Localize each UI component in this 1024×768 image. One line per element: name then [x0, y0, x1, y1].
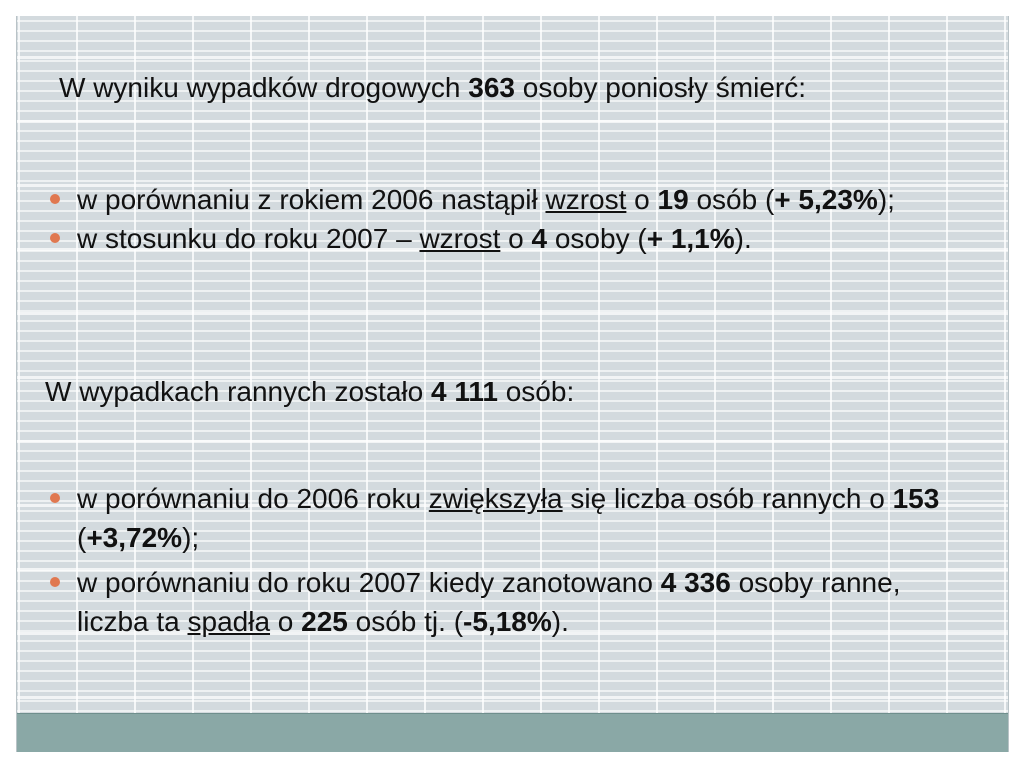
increase-label: wzrost — [419, 223, 501, 254]
injured-heading-text: W wypadkach rannych zostało — [45, 376, 431, 407]
injured-heading — [45, 372, 574, 411]
bullet-icon — [50, 233, 60, 243]
change-percent: + 1,1% — [646, 223, 735, 254]
increase-label: wzrost — [545, 184, 627, 215]
change-count: 153 — [892, 483, 940, 514]
list-item: w porównaniu do roku 2007 kiedy zanotowano 4 336 osoby ranne, liczba ta spadła o 225 osób tj. (-5,18%). — [45, 563, 975, 641]
deaths-heading-text: W wyniku wypadków drogowych — [59, 72, 469, 103]
list-item: w porównaniu z rokiem 2006 nastąpił wzrost o 19 osób (+ 5,23%); — [45, 180, 975, 219]
injured-count: 4 111 — [430, 376, 498, 407]
increased-label: zwiększyła — [428, 483, 563, 514]
change-count: 225 — [301, 606, 348, 637]
slide — [16, 16, 1009, 752]
deaths-comparison-list — [45, 180, 975, 258]
change-percent: + 5,23% — [774, 184, 878, 215]
decreased-label: spadła — [187, 606, 271, 637]
footer-band — [17, 713, 1008, 752]
bullet-icon — [50, 493, 60, 503]
change-percent: +3,72% — [86, 522, 183, 553]
injured-comparison-list — [45, 479, 975, 641]
deaths-heading-suffix: osoby poniosły śmierć: — [515, 72, 807, 103]
injured-heading-suffix: osób: — [497, 376, 575, 407]
change-percent: -5,18% — [463, 606, 552, 637]
bullet-icon — [50, 194, 60, 204]
injured-2007-count: 4 336 — [660, 567, 731, 598]
deaths-count: 363 — [468, 72, 515, 103]
list-item: w stosunku do roku 2007 – wzrost o 4 osoby (+ 1,1%). — [45, 219, 975, 258]
change-count: 4 — [531, 223, 548, 254]
deaths-heading — [59, 68, 806, 107]
change-count: 19 — [657, 184, 689, 215]
list-item: w porównaniu do 2006 roku zwiększyła się liczba osób rannych o 153 (+3,72%); — [45, 479, 975, 557]
bullet-icon — [50, 577, 60, 587]
